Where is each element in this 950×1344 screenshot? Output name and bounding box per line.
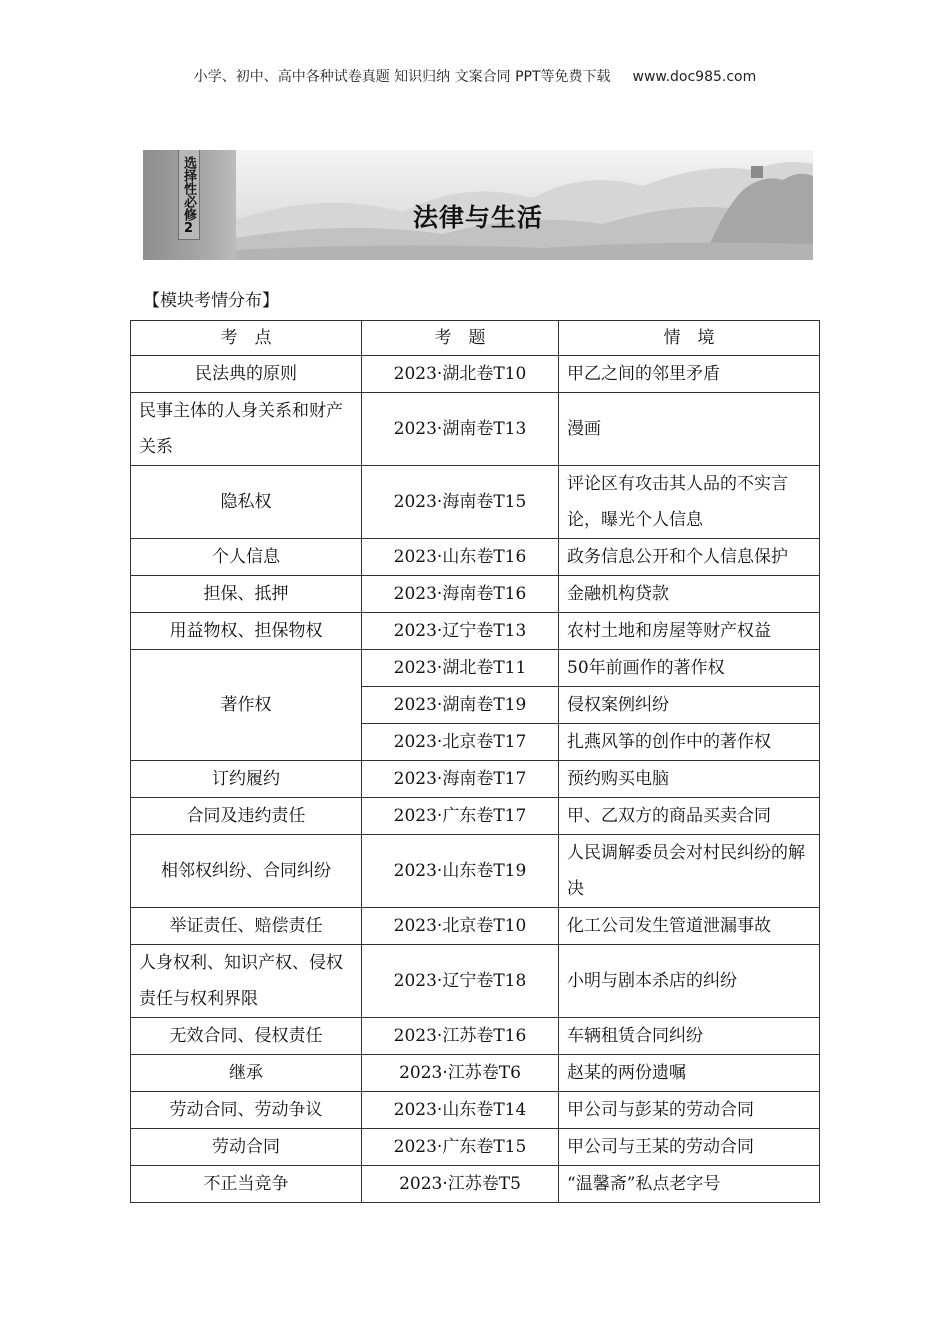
point-cell: 劳动合同、劳动争议 [131,1092,362,1129]
exam-cell: 2023·江苏卷T16 [362,1018,559,1055]
exam-cell: 2023·辽宁卷T18 [362,945,559,1018]
module-banner [143,150,813,260]
context-cell: “温馨斋”私点老字号 [559,1166,820,1203]
table-row [131,613,820,650]
exam-distribution-table [130,320,820,1203]
table-header-row [131,321,820,356]
column-header-point: 考 点 [131,321,362,356]
context-cell: 金融机构贷款 [559,576,820,613]
exam-cell: 2023·湖北卷T10 [362,356,559,393]
banner-side-label: 选择性必修2 [178,150,200,240]
point-cell: 举证责任、赔偿责任 [131,908,362,945]
table-row [131,539,820,576]
banner-title: 法律与生活 [412,203,543,232]
exam-cell: 2023·湖北卷T11 [362,650,559,687]
context-cell: 政务信息公开和个人信息保护 [559,539,820,576]
table-row [131,835,820,908]
context-cell: 预约购买电脑 [559,761,820,798]
table-row [131,945,820,1018]
point-cell: 相邻权纠纷、合同纠纷 [131,835,362,908]
context-cell: 评论区有攻击其人品的不实言论，曝光个人信息 [559,466,820,539]
exam-cell: 2023·江苏卷T5 [362,1166,559,1203]
point-cell: 人身权利、知识产权、侵权责任与权利界限 [131,945,362,1018]
exam-cell: 2023·辽宁卷T13 [362,613,559,650]
column-header-context: 情 境 [559,321,820,356]
point-cell: 订约履约 [131,761,362,798]
table-row [131,650,820,687]
table-row [131,1129,820,1166]
point-cell: 劳动合同 [131,1129,362,1166]
point-cell: 民事主体的人身关系和财产关系 [131,393,362,466]
context-cell: 侵权案例纠纷 [559,687,820,724]
header-text: 小学、初中、高中各种试卷真题 知识归纳 文案合同 PPT等免费下载 [193,69,611,85]
context-cell: 漫画 [559,393,820,466]
exam-cell: 2023·海南卷T17 [362,761,559,798]
point-cell: 著作权 [131,650,362,761]
table-row [131,761,820,798]
context-cell: 人民调解委员会对村民纠纷的解决 [559,835,820,908]
table-row [131,908,820,945]
table-row [131,356,820,393]
point-cell: 隐私权 [131,466,362,539]
table-row [131,1166,820,1203]
exam-cell: 2023·山东卷T16 [362,539,559,576]
page-header [0,66,950,86]
exam-cell: 2023·湖南卷T19 [362,687,559,724]
exam-cell: 2023·海南卷T15 [362,466,559,539]
exam-cell: 2023·江苏卷T6 [362,1055,559,1092]
point-cell: 继承 [131,1055,362,1092]
point-cell: 个人信息 [131,539,362,576]
point-cell: 担保、抵押 [131,576,362,613]
context-cell: 化工公司发生管道泄漏事故 [559,908,820,945]
context-cell: 50年前画作的著作权 [559,650,820,687]
column-header-exam: 考 题 [362,321,559,356]
table-row [131,1018,820,1055]
point-cell: 无效合同、侵权责任 [131,1018,362,1055]
exam-cell: 2023·广东卷T15 [362,1129,559,1166]
context-cell: 扎燕风筝的创作中的著作权 [559,724,820,761]
point-cell: 不正当竞争 [131,1166,362,1203]
context-cell: 甲、乙双方的商品买卖合同 [559,798,820,835]
exam-cell: 2023·北京卷T17 [362,724,559,761]
exam-cell: 2023·山东卷T14 [362,1092,559,1129]
table-row [131,466,820,539]
table-row [131,798,820,835]
point-cell: 用益物权、担保物权 [131,613,362,650]
exam-cell: 2023·山东卷T19 [362,835,559,908]
context-cell: 赵某的两份遗嘱 [559,1055,820,1092]
table-row [131,393,820,466]
exam-cell: 2023·广东卷T17 [362,798,559,835]
header-site[interactable]: www.doc985.com [632,69,757,85]
context-cell: 小明与剧本杀店的纠纷 [559,945,820,1018]
table-row [131,1092,820,1129]
section-heading: 【模块考情分布】 [143,291,279,311]
point-cell: 民法典的原则 [131,356,362,393]
exam-cell: 2023·湖南卷T13 [362,393,559,466]
exam-cell: 2023·北京卷T10 [362,908,559,945]
context-cell: 甲公司与彭某的劳动合同 [559,1092,820,1129]
point-cell: 合同及违约责任 [131,798,362,835]
context-cell: 甲乙之间的邻里矛盾 [559,356,820,393]
context-cell: 车辆租赁合同纠纷 [559,1018,820,1055]
context-cell: 农村土地和房屋等财产权益 [559,613,820,650]
table-row [131,1055,820,1092]
exam-cell: 2023·海南卷T16 [362,576,559,613]
table-row [131,576,820,613]
context-cell: 甲公司与王某的劳动合同 [559,1129,820,1166]
